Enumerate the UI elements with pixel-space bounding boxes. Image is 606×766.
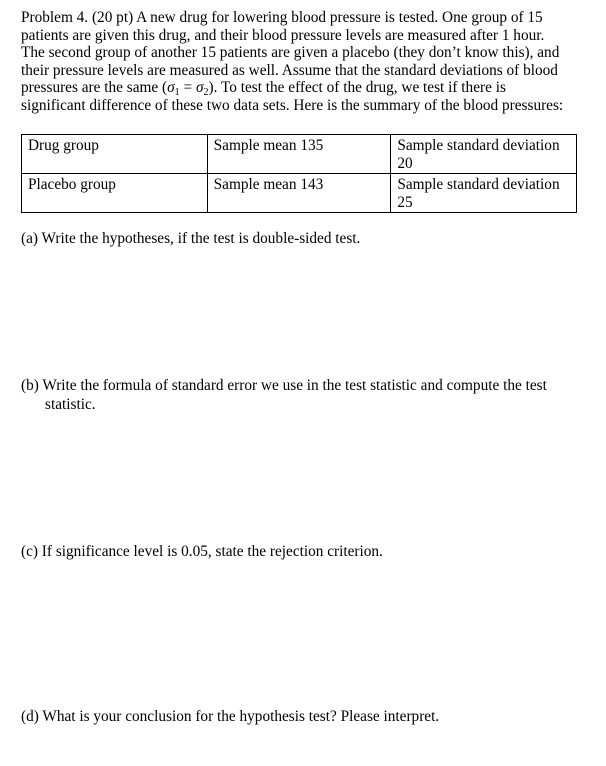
problem-line — [21, 79, 591, 97]
mean-cell: Sample mean 135 — [207, 135, 391, 174]
sd-label: Sample standard deviation — [397, 137, 560, 154]
problem-text: ). To test the effect of the drug, we test if there is — [208, 79, 506, 97]
sd-cell — [391, 174, 577, 213]
question-b-line: (b) Write the formula of standard error we use in the test statistic and compute the test — [21, 377, 547, 394]
sd-cell — [391, 135, 577, 174]
question-a: (a) Write the hypotheses, if the test is double-sided test. — [21, 230, 361, 247]
problem-statement — [21, 9, 591, 115]
group-cell: Placebo group — [22, 174, 208, 213]
problem-text: pressures are the same ( — [21, 79, 168, 97]
question-d: (d) What is your conclusion for the hypothesis test? Please interpret. — [21, 708, 440, 725]
problem-line: Problem 4. (20 pt) A new drug for lowering blood pressure is tested. One group of 15 — [21, 9, 543, 26]
problem-line: their pressure levels are measured as well. Assume that the standard deviations of blood — [21, 61, 558, 79]
sd-value: 25 — [397, 193, 413, 211]
table-row — [22, 174, 577, 213]
mean-cell: Sample mean 143 — [207, 174, 391, 213]
question-b — [21, 376, 591, 414]
sigma-symbol: σ — [167, 79, 175, 97]
summary-table — [21, 134, 577, 213]
problem-line: The second group of another 15 patients are given a placebo (they don’t know this), and — [21, 44, 560, 62]
question-b-line: statistic. — [45, 396, 96, 413]
table-row — [22, 135, 577, 174]
sigma-symbol: σ — [195, 79, 204, 97]
subscript: 1 — [174, 87, 180, 99]
problem-line: patients are given this drug, and their blood pressure levels are measured after 1 hour. — [21, 26, 545, 44]
equals-sign: = — [179, 79, 196, 97]
group-cell: Drug group — [22, 135, 208, 174]
subscript: 2 — [203, 87, 209, 99]
sigma-equality — [167, 79, 209, 99]
sd-label: Sample standard deviation — [397, 176, 560, 194]
problem-line: significant difference of these two data sets. Here is the summary of the blood pressures: — [21, 96, 564, 114]
sd-value: 20 — [397, 154, 413, 172]
question-c: (c) If significance level is 0.05, state the rejection criterion. — [21, 543, 383, 560]
